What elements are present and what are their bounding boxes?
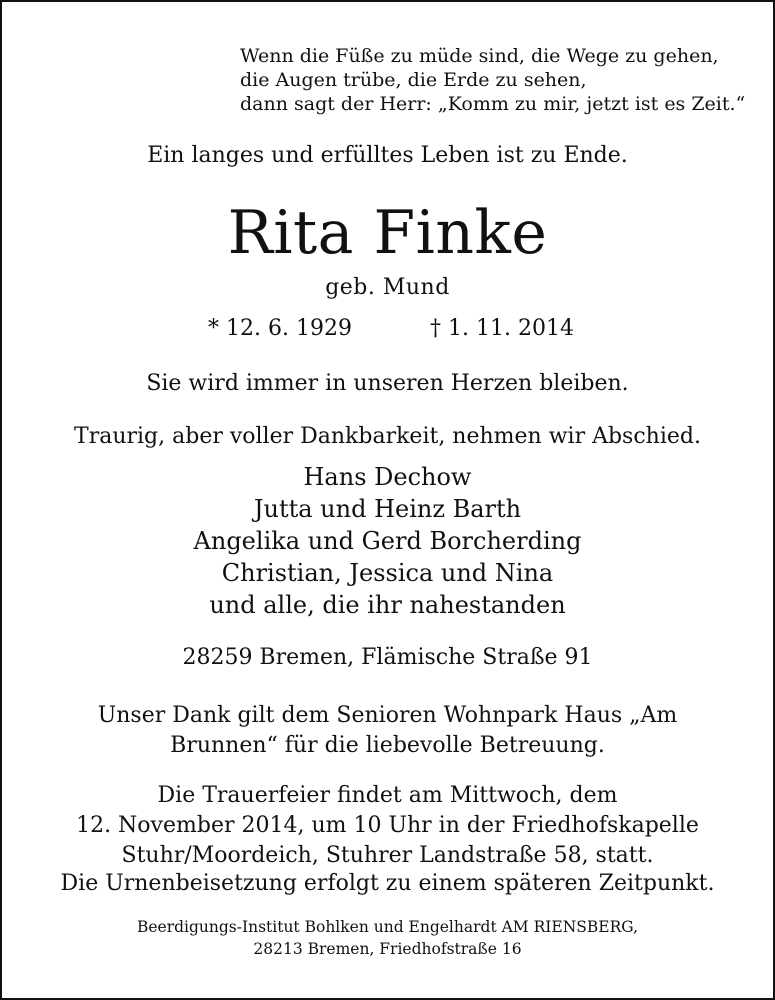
poem-line: die Augen trübe, die Erde zu sehen, — [240, 69, 587, 91]
intro-line: Ein langes und erfülltes Leben ist zu Ende. — [147, 143, 628, 168]
ceremony-info — [2, 781, 773, 871]
family-address: 28259 Bremen, Flämische Straße 91 — [182, 645, 593, 670]
thanks-line: Unser Dank gilt dem Senioren Wohnpark Haus „Am — [97, 703, 678, 728]
poem-line: Wenn die Füße zu müde sind, die Wege zu gehen, — [240, 45, 719, 67]
mourner: Christian, Jessica und Nina — [221, 559, 554, 587]
mourners-list — [2, 461, 773, 621]
undertaker-line: Beerdigungs-Institut Bohlken und Engelhardt AM RIENSBERG, — [136, 918, 639, 936]
deceased-name: Rita Finke — [227, 198, 548, 268]
poem-line: dann sagt der Herr: „Komm zu mir, jetzt ist es Zeit.“ — [240, 93, 746, 115]
mourner: Hans Dechow — [303, 463, 472, 491]
ceremony-line: Die Trauerfeier findet am Mittwoch, dem — [157, 783, 618, 808]
life-dates — [208, 316, 574, 341]
mourner: Angelika und Gerd Borcherding — [193, 527, 582, 555]
undertaker-line: 28213 Bremen, Friedhofstraße 16 — [253, 940, 522, 958]
urn-burial-line: Die Urnenbeisetzung erfolgt zu einem späteren Zeitpunkt. — [60, 871, 715, 896]
poem — [240, 44, 745, 116]
ceremony-line: 12. November 2014, um 10 Uhr in der Friedhofskapelle — [76, 813, 699, 838]
undertaker-info — [2, 916, 773, 960]
birth-date: * 12. 6. 1929 — [208, 316, 352, 341]
thanks-note — [2, 701, 773, 761]
death-date: † 1. 11. 2014 — [430, 316, 574, 341]
ceremony-line: Stuhr/Moordeich, Stuhrer Landstraße 58, statt. — [121, 843, 654, 868]
birth-name: geb. Mund — [325, 275, 450, 300]
mourner: Jutta und Heinz Barth — [253, 495, 522, 523]
farewell-line: Traurig, aber voller Dankbarkeit, nehmen wir Abschied. — [74, 424, 701, 449]
remembrance-line: Sie wird immer in unseren Herzen bleiben. — [146, 371, 629, 396]
mourner: und alle, die ihr nahestanden — [209, 591, 566, 619]
thanks-line: Brunnen“ für die liebevolle Betreuung. — [170, 733, 605, 758]
